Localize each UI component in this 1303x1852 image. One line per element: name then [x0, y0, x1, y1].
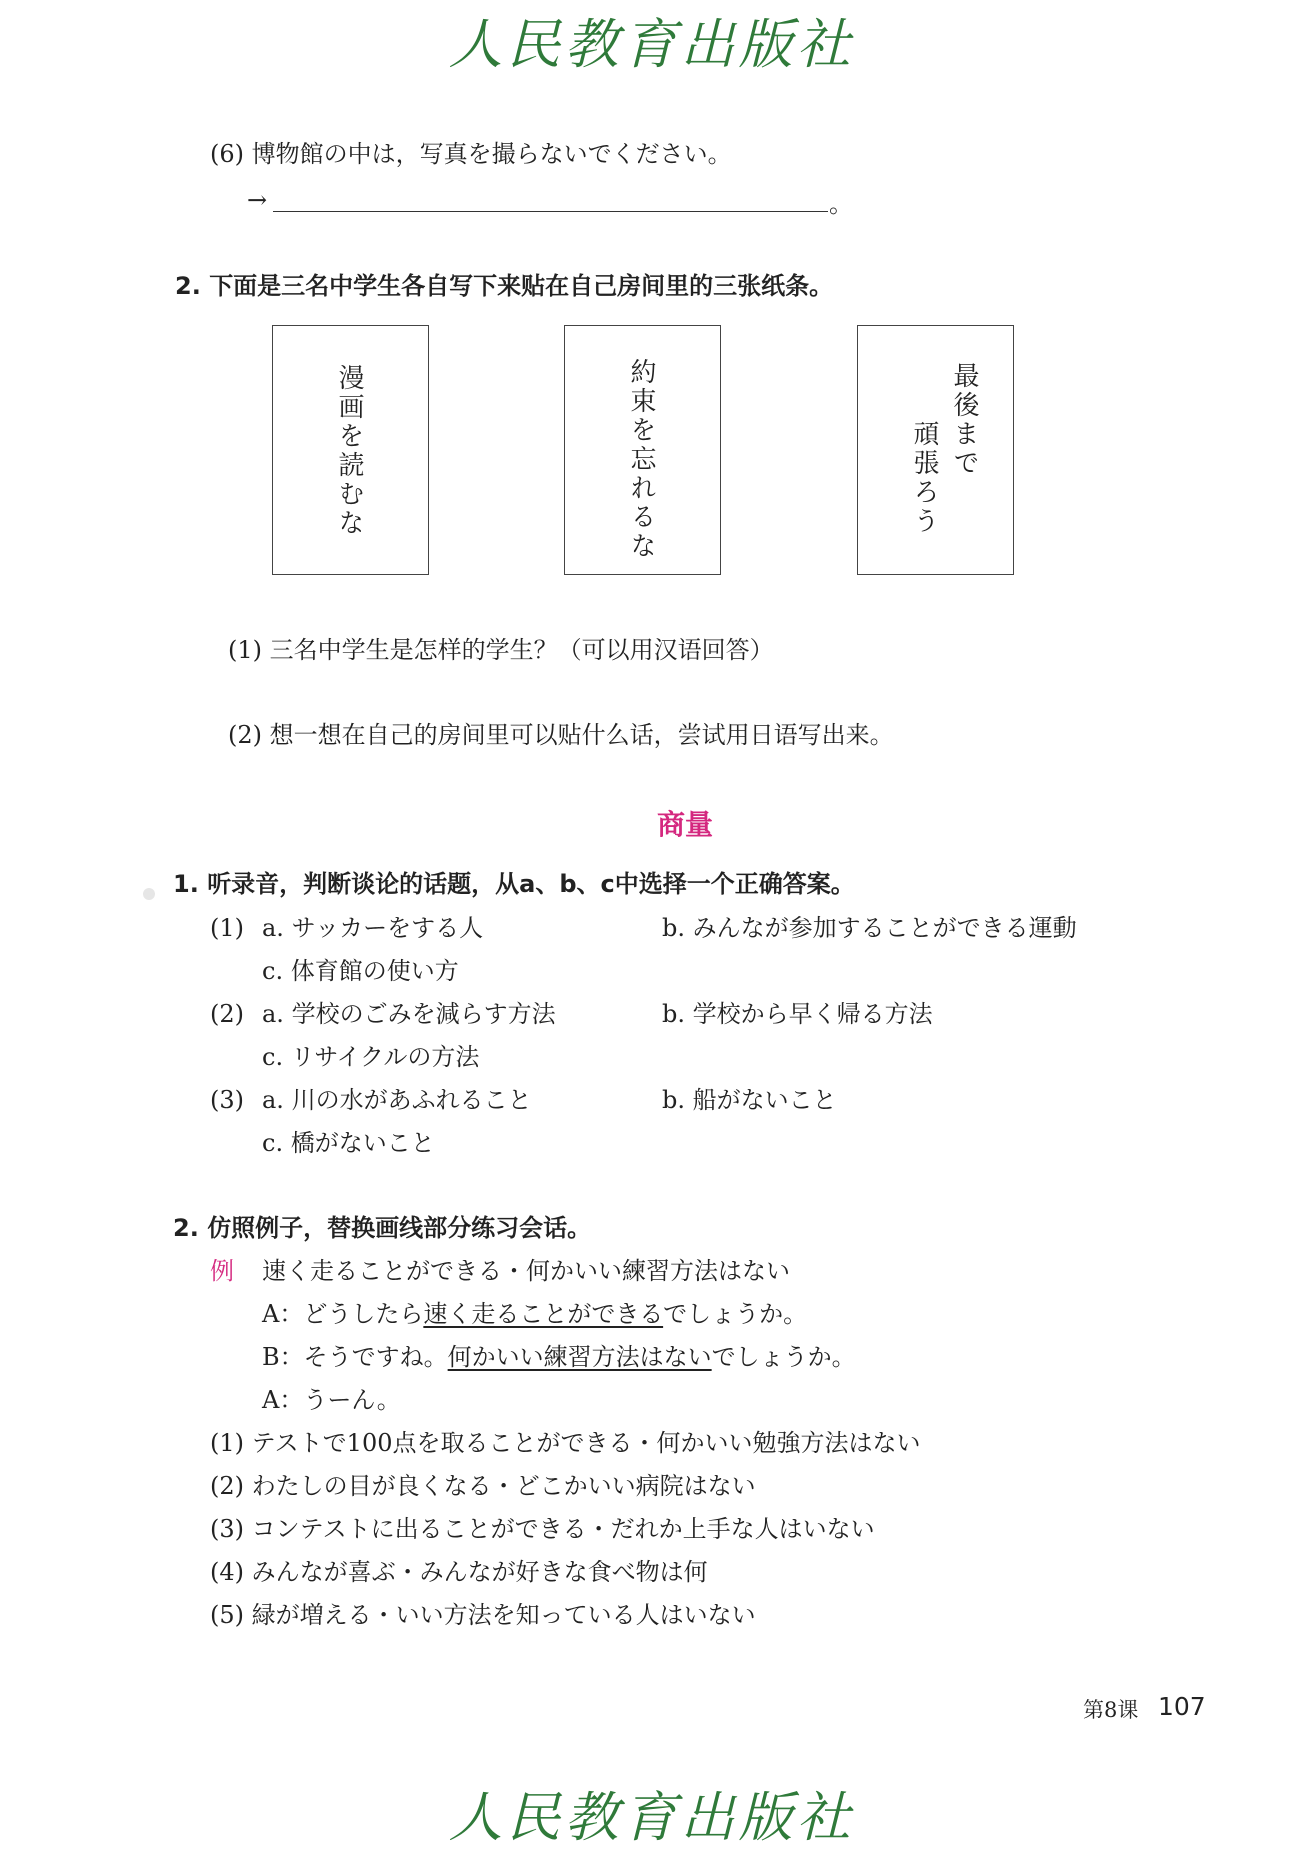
task-2-item-4 — [210, 1558, 708, 1587]
task-2-item-3 — [210, 1515, 875, 1544]
section-2-instruction-text: 下面是三名中学生各自写下来贴在自己房间里的三张纸条。 — [209, 272, 834, 300]
task-2-item-2-text: わたしの目が良くなる・どこかいい病院はない — [251, 1472, 756, 1500]
publisher-logo-header: 人民教育出版社 — [448, 13, 855, 76]
section-2-question-1 — [228, 636, 774, 665]
answer-end-mark: 。 — [829, 190, 853, 218]
task-2-item-2-label: (2) — [210, 1472, 244, 1500]
question-2-text: 想一想在自己的房间里可以贴什么话，尝试用日语写出来。 — [269, 721, 894, 749]
section-2-question-2 — [228, 721, 894, 750]
note-3-text-line1: 最後まで — [949, 362, 979, 478]
task-1-item-2-option-a: a. 学校のごみを減らす方法 — [262, 1000, 556, 1028]
publisher-logo-footer: 人民教育出版社 — [448, 1786, 855, 1849]
item-6 — [210, 140, 732, 169]
line-b-prefix: B：そうですね。 — [262, 1343, 448, 1371]
line-b-underlined: 何かいい練習方法はない — [447, 1343, 712, 1371]
example-line-a1 — [262, 1300, 807, 1329]
task-2-item-3-text: コンテストに出ることができる・だれか上手な人はいない — [251, 1515, 875, 1543]
question-2-label: (2) — [228, 721, 262, 749]
decorative-dot — [143, 888, 155, 900]
task-1-instruction-text: 听录音，判断谈论的话题，从a、b、c中选择一个正确答案。 — [207, 870, 855, 898]
example-label: 例 — [210, 1257, 234, 1285]
task-2-instruction-text: 仿照例子，替换画线部分练习会话。 — [207, 1214, 592, 1242]
section-2-number: 2. — [175, 272, 201, 300]
line-a1-underlined: 速く走ることができる — [423, 1300, 664, 1328]
task-2-item-1 — [210, 1429, 921, 1458]
line-a1-suffix: でしょうか。 — [663, 1300, 808, 1328]
task-1-item-1-option-b: b. みんなが参加することができる運動 — [662, 914, 1077, 942]
task-1-item-3-option-c: c. 橋がないこと — [262, 1129, 435, 1157]
task-1-item-3-option-a: a. 川の水があふれること — [262, 1086, 532, 1114]
task-2-item-4-label: (4) — [210, 1558, 244, 1586]
page-number: 107 — [1158, 1692, 1206, 1721]
task-2-item-1-label: (1) — [210, 1429, 244, 1457]
note-1-text: 漫画を読むな — [334, 364, 364, 538]
task-2-instruction — [173, 1214, 591, 1243]
lesson-label: 第8课 — [1083, 1698, 1139, 1722]
answer-blank-line — [273, 211, 828, 212]
example-line-a2: A：うーん。 — [262, 1386, 401, 1414]
note-2-text: 約束を忘れるな — [626, 358, 656, 561]
paper-note-2 — [564, 325, 721, 575]
task-1-item-3-option-b: b. 船がないこと — [662, 1086, 837, 1114]
task-1-item-1-label: (1) — [210, 914, 244, 942]
example-line-b — [262, 1343, 856, 1372]
line-a1-prefix: A：どうしたら — [262, 1300, 424, 1328]
task-2-item-4-text: みんなが喜ぶ・みんなが好きな食べ物は何 — [251, 1558, 708, 1586]
note-3-text-line2: 頑張ろう — [909, 420, 939, 536]
task-2-item-2 — [210, 1472, 756, 1501]
question-1-label: (1) — [228, 636, 262, 664]
item-6-text: 博物館の中は，写真を撮らないでください。 — [251, 140, 732, 168]
task-2-item-1-text: テストで100点を取ることができる・何かいい勉強方法はない — [251, 1429, 921, 1457]
example-text: 速く走ることができる・何かいい練習方法はない — [262, 1257, 790, 1285]
question-1-text: 三名中学生是怎样的学生？（可以用汉语回答） — [269, 636, 774, 664]
task-2-number: 2. — [173, 1214, 199, 1242]
task-2-item-5-text: 緑が増える・いい方法を知っている人はいない — [251, 1601, 756, 1629]
task-1-item-2-option-b: b. 学校から早く帰る方法 — [662, 1000, 933, 1028]
task-1-item-2-label: (2) — [210, 1000, 244, 1028]
task-1-item-1-option-c: c. 体育館の使い方 — [262, 957, 459, 985]
task-1-item-3-label: (3) — [210, 1086, 244, 1114]
section-2-instruction — [175, 272, 833, 301]
line-b-suffix: でしょうか。 — [711, 1343, 856, 1371]
task-1-number: 1. — [173, 870, 199, 898]
item-6-label: (6) — [210, 140, 244, 168]
task-2-item-5-label: (5) — [210, 1601, 244, 1629]
paper-note-1 — [272, 325, 429, 575]
paper-note-3 — [857, 325, 1014, 575]
task-1-item-2-option-c: c. リサイクルの方法 — [262, 1043, 480, 1071]
task-1-instruction — [173, 870, 855, 899]
task-2-item-3-label: (3) — [210, 1515, 244, 1543]
discussion-heading: 商量 — [656, 808, 713, 841]
task-2-item-5 — [210, 1601, 756, 1630]
answer-arrow: → — [247, 186, 268, 214]
task-1-item-1-option-a: a. サッカーをする人 — [262, 914, 484, 942]
